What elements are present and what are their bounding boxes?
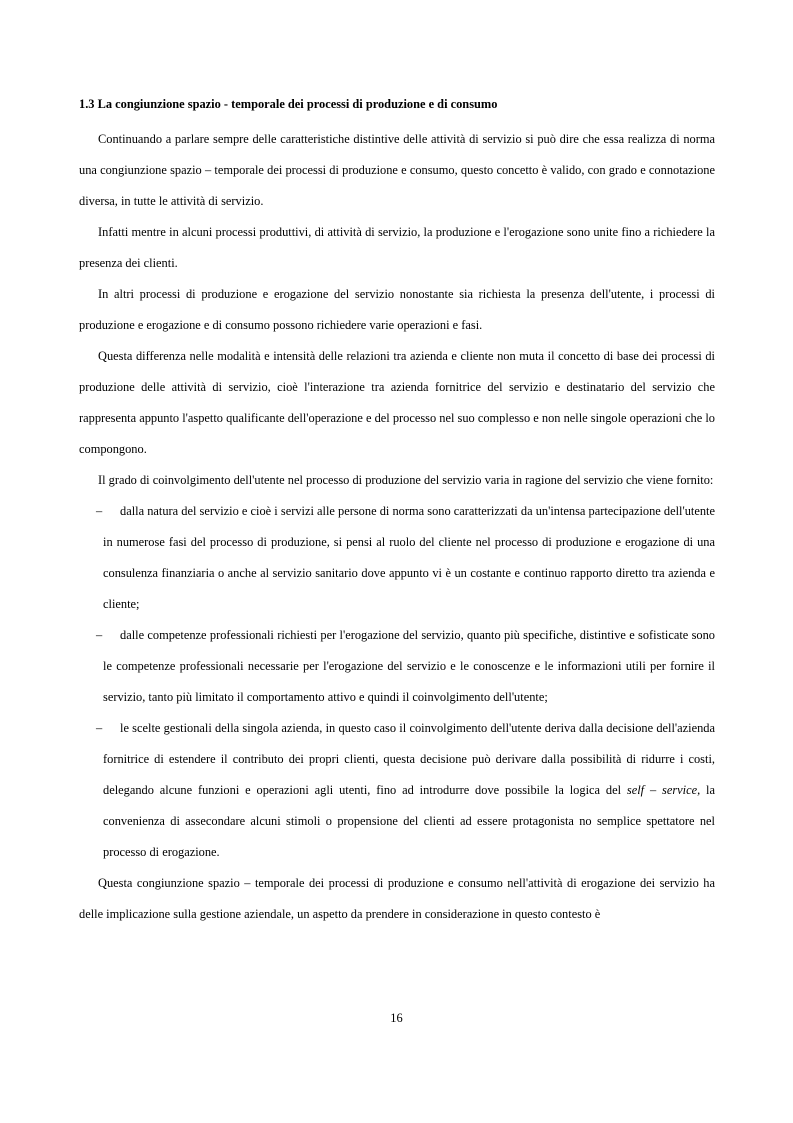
bullet-item-1 [79,496,715,620]
bullet-item-3 [79,713,715,868]
bullet-text-1: dalla natura del servizio e cioè i servizi alle persone di norma sono caratterizzati da un'intensa partecipazione dell'utente in numerose fasi del processo di produzione, si pensi al ruolo del cliente nel processo di produzione e erogazione di una consulenza finanziaria o anche al servizio sanitario dove appunto vi è un costante e continuo rapporto diretto tra azienda e cliente; [103,504,715,611]
bullet-dash: – [96,504,103,518]
section-heading: 1.3 La congiunzione spazio - temporale dei processi di produzione e di consumo [79,97,498,111]
bullet-item-2 [79,620,715,713]
paragraph-4: Questa differenza nelle modalità e intensità delle relazioni tra azienda e cliente non muta il concetto di base dei processi di produzione delle attività di servizio, cioè l'interazione tra azienda fornitrice del servizio e destinatario del servizio che rappresenta appunto l'aspetto qualificante dell'operazione e del processo nel suo complesso e non nelle singole operazioni che lo compongono. [79,349,715,456]
bullet-text-2: dalle competenze professionali richiesti per l'erogazione del servizio, quanto più specifiche, distintive e sofisticate sono le competenze professionali necessarie per l'erogazione del servizio e le conoscenze e le informazioni utili per fornire il servizio, tanto più limitato il comportamento attivo e quindi il coinvolgimento dell'utente; [103,628,715,704]
bullet-text-3-end: la convenienza di assecondare alcuni stimoli o propensione del clienti ad essere protagonista no semplice spettatore nel processo di erogazione. [103,783,715,859]
closing-paragraph: Questa congiunzione spazio – temporale dei processi di produzione e consumo nell'attività di erogazione dei servizio ha delle implicazione sulla gestione aziendale, un aspetto da prendere in considerazione in questo contesto è [79,876,715,921]
bullet-text-3-start: le scelte gestionali della singola azienda, in questo caso il coinvolgimento dell'utente deriva dalla decisione dell'azienda fornitrice di estendere il contributo dei propri clienti, questa decisione può derivare dalla possibilità di ridurre i costi, delegando alcune funzioni e operazioni agli utenti, fino ad introdurre dove possibile la logica del [103,721,715,797]
bullet-text-3-italic: self – service, [626,783,701,797]
paragraph-3: In altri processi di produzione e erogazione del servizio nonostante sia richiesta la presenza dell'utente, i processi di produzione e erogazione e di consumo possono richiedere varie operazioni e fasi. [79,287,715,332]
paragraph-5: Il grado di coinvolgimento dell'utente nel processo di produzione del servizio varia in ragione del servizio che viene fornito: [98,473,714,487]
page-content [79,93,715,930]
bullet-dash: – [96,721,103,735]
bullet-dash: – [96,628,103,642]
page-number: 16 [390,1011,403,1025]
paragraph-2: Infatti mentre in alcuni processi produttivi, di attività di servizio, la produzione e l'erogazione sono unite fino a richiedere la presenza dei clienti. [79,225,715,270]
paragraph-1: Continuando a parlare sempre delle caratteristiche distintive delle attività di servizio si può dire che essa realizza di norma una congiunzione spazio – temporale dei processi di produzione e consumo, questo concetto è valido, con grado e connotazione diversa, in tutte le attività di servizio. [79,132,715,208]
